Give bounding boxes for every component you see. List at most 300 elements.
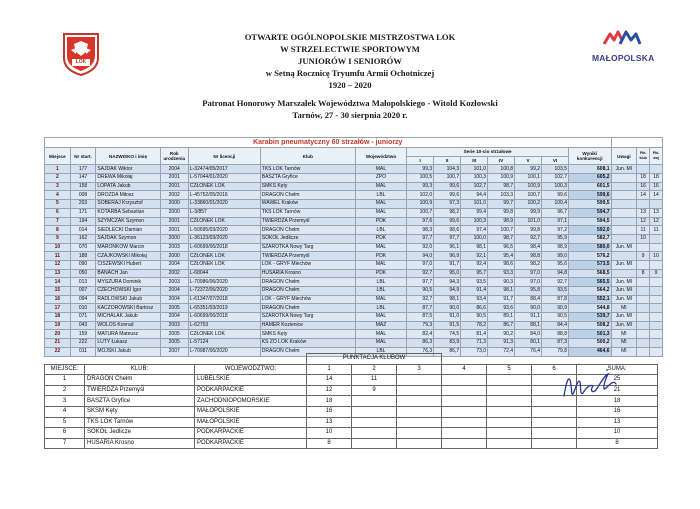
result-row: [45, 330, 663, 339]
cell-seria-1: 99,3: [407, 165, 434, 174]
cell-seria-5: 99,2: [515, 165, 542, 174]
cell-seria-2: 96,9: [434, 252, 461, 261]
cell-nr-start: 014: [70, 226, 96, 235]
cell-wynik: 599,5: [569, 200, 612, 209]
result-row: [45, 200, 663, 209]
club-col-8: 6: [532, 364, 577, 375]
club-cell-3: 18: [307, 396, 352, 407]
club-cell-5: [397, 396, 442, 407]
cell-seria-6: 87,3: [542, 339, 569, 348]
cell-miejsce: 17: [45, 304, 71, 313]
cell-klub: SOKÓŁ Jedlicze: [260, 234, 355, 243]
col-pkt-woj: Pkt. woj: [650, 148, 663, 165]
header-line-1: OTWARTE OGÓLNOPOLSKIE MISTRZOSTWA LOK: [244, 32, 456, 42]
cell-pkt-woj: [650, 321, 663, 330]
cell-seria-1: 82,4: [407, 330, 434, 339]
cell-uwagi: [611, 208, 637, 217]
cell-seria-1: 94,0: [407, 252, 434, 261]
cell-klub: DRAGON Chełm: [260, 347, 355, 356]
club-col-7: 5: [487, 364, 532, 375]
cell-pkt-klub: [637, 339, 650, 348]
cell-nazwisko: SZYMCZAK Szymon: [96, 217, 160, 226]
cell-klub: SMKS Kęty: [260, 182, 355, 191]
cell-seria-5: 101,0: [515, 217, 542, 226]
result-row: [45, 217, 663, 226]
club-cell-9: 18: [577, 396, 658, 407]
result-row: [45, 234, 663, 243]
cell-seria-1: 99,3: [407, 182, 434, 191]
col-wyniki: Wyniki konkurencji: [569, 148, 612, 165]
cell-klub: WAWEL Kraków: [260, 200, 355, 209]
club-cell-1: SOKÓŁ Jedlicze: [85, 428, 195, 439]
cell-seria-5: 98,8: [515, 252, 542, 261]
cell-seria-6: 97,1: [542, 217, 569, 226]
cell-licencja: CZŁONEK LOK: [188, 330, 260, 339]
cell-licencja: L-62703: [188, 321, 260, 330]
club-row: [45, 428, 658, 439]
cell-miejsce: 3: [45, 182, 71, 191]
cell-pkt-woj: 14: [650, 191, 663, 200]
cell-rok: 2004: [160, 287, 188, 296]
club-cell-4: [352, 406, 397, 417]
cell-pkt-klub: 18: [637, 174, 650, 183]
col-seria-5: V: [515, 156, 542, 165]
cell-licencja: CZŁONEK LOK: [188, 260, 260, 269]
cell-wynik: 552,1: [569, 295, 612, 304]
cell-licencja: CZŁONEK LOK: [188, 252, 260, 261]
club-cell-7: [487, 385, 532, 396]
club-cell-8: [532, 417, 577, 428]
cell-woj: MAL: [355, 243, 406, 252]
cell-klub: DRAGON Chełm: [260, 278, 355, 287]
cell-pkt-klub: 11: [637, 226, 650, 235]
cell-seria-4: 99,8: [488, 208, 515, 217]
club-cell-4: [352, 396, 397, 407]
club-cell-0: 6: [45, 428, 85, 439]
cell-seria-3: 86,6: [461, 304, 488, 313]
cell-seria-5: 88,1: [515, 321, 542, 330]
club-cell-0: 5: [45, 417, 85, 428]
cell-wynik: 500,2: [569, 339, 612, 348]
cell-licencja: L-50695/03/2020: [188, 226, 260, 235]
cell-nr-start: 159: [70, 330, 96, 339]
cell-uwagi: [611, 252, 637, 261]
cell-rok: 2003: [160, 278, 188, 287]
result-row: [45, 295, 663, 304]
cell-seria-3: 95,7: [461, 269, 488, 278]
result-row: [45, 287, 663, 296]
cell-nr-start: 011: [70, 347, 96, 356]
cell-nr-start: 050: [70, 269, 96, 278]
cell-rok: 2004: [160, 295, 188, 304]
cell-nr-start: 070: [70, 243, 96, 252]
cell-seria-5: 100,7: [515, 191, 542, 200]
cell-seria-3: 78,2: [461, 321, 488, 330]
cell-seria-1: 97,6: [407, 217, 434, 226]
cell-seria-3: 98,1: [461, 243, 488, 252]
malopolska-logo: [592, 28, 655, 68]
club-cell-1: HUSARIA Krosno: [85, 438, 195, 449]
cell-seria-2: 99,6: [434, 182, 461, 191]
cell-seria-5: 97,0: [515, 278, 542, 287]
col-rok: Rok urodzenia: [160, 148, 188, 165]
cell-nazwisko: LOPATA Jakub: [96, 182, 160, 191]
col-nazwisko: NAZWISKO i imię: [96, 148, 160, 165]
cell-seria-5: 98,4: [515, 243, 542, 252]
cell-seria-4: 100,7: [488, 226, 515, 235]
cell-wynik: 564,2: [569, 287, 612, 296]
col-pkt-klub: Pkt. klub: [637, 148, 650, 165]
cell-pkt-woj: [650, 339, 663, 348]
cell-nazwisko: LUTY Łukasz: [96, 339, 160, 348]
cell-woj: PDK: [355, 217, 406, 226]
cell-rok: 2002: [160, 269, 188, 278]
cell-wynik: 599,6: [569, 191, 612, 200]
club-cell-4: 11: [352, 375, 397, 386]
cell-pkt-klub: 16: [637, 182, 650, 191]
club-col-5: 3: [397, 364, 442, 375]
cell-seria-4: 93,3: [488, 269, 515, 278]
cell-seria-5: 76,4: [515, 347, 542, 356]
cell-pkt-woj: [650, 295, 663, 304]
club-cell-2: PODKARPACKIE: [195, 385, 307, 396]
cell-uwagi: Jun. MI: [611, 260, 637, 269]
club-cell-3: 13: [307, 417, 352, 428]
cell-seria-4: 98,9: [488, 217, 515, 226]
cell-seria-4: 100,8: [488, 165, 515, 174]
cell-seria-3: 91,4: [461, 287, 488, 296]
cell-woj: MAL: [355, 208, 406, 217]
cell-licencja: L-45752/05/2016: [188, 191, 260, 200]
cell-seria-3: 71,3: [461, 339, 488, 348]
cell-licencja: L-57124: [188, 339, 260, 348]
cell-licencja: L-3/857: [188, 208, 260, 217]
header-line-5: 1920 – 2020: [328, 80, 372, 90]
cell-klub: TWIERDZA Przemyśl: [260, 252, 355, 261]
cell-seria-2: 104,3: [434, 165, 461, 174]
cell-miejsce: 2: [45, 174, 71, 183]
cell-seria-5: 95,8: [515, 287, 542, 296]
club-cell-6: [442, 396, 487, 407]
cell-wynik: 594,5: [569, 217, 612, 226]
cell-wynik: 508,2: [569, 321, 612, 330]
cell-woj: MAZ: [355, 321, 406, 330]
club-cell-0: 1: [45, 375, 85, 386]
cell-rok: 2005: [160, 304, 188, 313]
cell-pkt-woj: 18: [650, 174, 663, 183]
cell-woj: ZPO: [355, 174, 406, 183]
cell-seria-4: 93,6: [488, 304, 515, 313]
result-row: [45, 339, 663, 348]
cell-wynik: 594,7: [569, 208, 612, 217]
cell-nazwisko: BANACH Jan: [96, 269, 160, 278]
cell-licencja: CZŁONEK LOK: [188, 182, 260, 191]
club-scoring-title: PUNKTACJA KLUBÓW: [307, 354, 442, 365]
result-row: [45, 182, 663, 191]
cell-seria-2: 99,6: [434, 217, 461, 226]
cell-seria-4: 103,3: [488, 191, 515, 200]
cell-wynik: 464,6: [569, 347, 612, 356]
event-header: [190, 31, 510, 121]
club-cell-6: [442, 406, 487, 417]
cell-pkt-klub: [637, 330, 650, 339]
cell-seria-4: 72,4: [488, 347, 515, 356]
cell-wynik: 592,0: [569, 226, 612, 235]
cell-miejsce: 5: [45, 200, 71, 209]
cell-pkt-klub: [637, 243, 650, 252]
cell-nr-start: 090: [70, 260, 96, 269]
cell-seria-3: 92,1: [461, 252, 488, 261]
cell-wynik: 565,5: [569, 278, 612, 287]
cell-woj: LBL: [355, 191, 406, 200]
cell-klub: LOK - GRYF Miechów: [260, 295, 355, 304]
cell-seria-5: 100,1: [515, 174, 542, 183]
club-cell-0: 2: [45, 385, 85, 396]
malopolska-text: MAŁOPOLSKA: [592, 53, 655, 63]
cell-seria-2: 94,3: [434, 278, 461, 287]
cell-seria-3: 90,5: [461, 313, 488, 322]
cell-seria-1: 102,0: [407, 191, 434, 200]
cell-rok: 2001: [160, 174, 188, 183]
cell-seria-4: 96,5: [488, 243, 515, 252]
club-row: [45, 406, 658, 417]
cell-seria-3: 93,4: [461, 295, 488, 304]
cell-nazwisko: MARONKÓW Marcin: [96, 243, 160, 252]
club-cell-1: DRAGON Chełm: [85, 375, 195, 386]
cell-uwagi: MI: [611, 339, 637, 348]
club-cell-6: [442, 385, 487, 396]
cell-nr-start: 188: [70, 252, 96, 261]
cell-uwagi: [611, 234, 637, 243]
cell-nr-start: 194: [70, 217, 96, 226]
cell-nazwisko: MICHALAK Jakub: [96, 313, 160, 322]
cell-nazwisko: MYSZURA Dominik: [96, 278, 160, 287]
cell-seria-6: 95,9: [542, 234, 569, 243]
cell-seria-6: 97,2: [542, 226, 569, 235]
cell-licencja: L-60699/06/2018: [188, 313, 260, 322]
cell-seria-1: 87,5: [407, 313, 434, 322]
cell-klub: TKS LOK Tarnów: [260, 165, 355, 174]
club-cell-5: [397, 385, 442, 396]
club-cell-5: [397, 406, 442, 417]
cell-nr-start: 071: [70, 313, 96, 322]
cell-seria-2: 91,7: [434, 260, 461, 269]
col-uwagi: Uwagi: [611, 148, 637, 165]
cell-licencja: L-36123/03/2020: [188, 234, 260, 243]
cell-pkt-klub: 12: [637, 217, 650, 226]
cell-seria-4: 98,6: [488, 260, 515, 269]
club-cell-9: 13: [577, 417, 658, 428]
cell-nazwisko: RADLOWSKI Jakub: [96, 295, 160, 304]
cell-klub: LOK - GRYF Miechów: [260, 260, 355, 269]
col-klub: Klub: [260, 148, 355, 165]
cell-klub: DRAGON Chełm: [260, 304, 355, 313]
cell-miejsce: 9: [45, 234, 71, 243]
club-cell-8: [532, 428, 577, 439]
cell-seria-4: 100,9: [488, 174, 515, 183]
cell-nazwisko: MOJSKI Jakub: [96, 347, 160, 356]
result-row: [45, 278, 663, 287]
cell-wynik: 601,5: [569, 182, 612, 191]
club-row: [45, 438, 658, 449]
cell-licencja: L-72372/06/2020: [188, 287, 260, 296]
cell-rok: 2004: [160, 165, 188, 174]
cell-seria-2: 98,2: [434, 208, 461, 217]
cell-seria-5: 99,8: [515, 226, 542, 235]
cell-nr-start: 222: [70, 339, 96, 348]
cell-woj: MAL: [355, 200, 406, 209]
cell-nr-start: 043: [70, 321, 96, 330]
cell-pkt-klub: [637, 287, 650, 296]
cell-nr-start: 010: [70, 304, 96, 313]
result-row: [45, 165, 663, 174]
club-cell-5: [397, 438, 442, 449]
cell-pkt-klub: 13: [637, 208, 650, 217]
result-row: [45, 260, 663, 269]
cell-pkt-klub: [637, 165, 650, 174]
result-row: [45, 321, 663, 330]
cell-seria-2: 74,5: [434, 330, 461, 339]
cell-wynik: 539,7: [569, 313, 612, 322]
cell-seria-6: 79,8: [542, 347, 569, 356]
cell-seria-1: 100,9: [407, 200, 434, 209]
cell-nazwisko: DROZDA Miłosz: [96, 191, 160, 200]
cell-miejsce: 6: [45, 208, 71, 217]
cell-uwagi: MI: [611, 330, 637, 339]
club-cell-3: 12: [307, 385, 352, 396]
cell-seria-3: 101,0: [461, 165, 488, 174]
club-cell-3: 10: [307, 428, 352, 439]
cell-pkt-woj: [650, 304, 663, 313]
cell-pkt-woj: [650, 243, 663, 252]
club-cell-2: MAŁOPOLSKIE: [195, 406, 307, 417]
cell-wynik: 580,0: [569, 243, 612, 252]
cell-rok: 2001: [160, 226, 188, 235]
cell-seria-5: 100,2: [515, 200, 542, 209]
cell-seria-4: 90,2: [488, 330, 515, 339]
cell-seria-4: 98,1: [488, 287, 515, 296]
cell-pkt-woj: 12: [650, 217, 663, 226]
club-cell-7: [487, 428, 532, 439]
result-row: [45, 174, 663, 183]
cell-seria-3: 97,4: [461, 226, 488, 235]
cell-wynik: 576,2: [569, 252, 612, 261]
cell-pkt-klub: [637, 304, 650, 313]
cell-klub: TKS LOK Tarnów: [260, 208, 355, 217]
col-miejsce: Miejsce: [45, 148, 71, 165]
cell-licencja: L-70987/06/2020: [188, 347, 260, 356]
col-licencja: Nr licencji: [188, 148, 260, 165]
cell-pkt-woj: [650, 260, 663, 269]
club-col-4: 2: [352, 364, 397, 375]
cell-seria-6: 100,3: [542, 182, 569, 191]
cell-seria-1: 97,7: [407, 234, 434, 243]
header-line-6: Patronat Honorowy Marszałek Województwa Małopolskiego - Witold Kozłowski: [202, 98, 498, 108]
club-col-9: SUMA:: [577, 364, 658, 375]
cell-uwagi: MI: [611, 304, 637, 313]
cell-nazwisko: CZECHOWSKI Igor: [96, 287, 160, 296]
header-line-3: JUNIORÓW I SENIORÓW: [298, 56, 402, 66]
cell-seria-3: 100,3: [461, 217, 488, 226]
club-col-0: MIEJSCE:: [45, 364, 85, 375]
cell-seria-2: 97,7: [434, 234, 461, 243]
cell-woj: LBL: [355, 304, 406, 313]
cell-woj: LBL: [355, 226, 406, 235]
cell-pkt-woj: [650, 278, 663, 287]
cell-pkt-klub: [637, 260, 650, 269]
cell-miejsce: 13: [45, 269, 71, 278]
cell-seria-2: 100,7: [434, 174, 461, 183]
cell-pkt-woj: 11: [650, 226, 663, 235]
cell-seria-6: 96,7: [542, 208, 569, 217]
cell-woj: MAL: [355, 330, 406, 339]
club-cell-1: BASZTA Gryfice: [85, 396, 195, 407]
cell-woj: PDK: [355, 269, 406, 278]
cell-miejsce: 10: [45, 243, 71, 252]
result-row: [45, 208, 663, 217]
cell-seria-2: 97,3: [434, 200, 461, 209]
cell-seria-6: 98,9: [542, 243, 569, 252]
club-cell-9: 21: [577, 385, 658, 396]
club-cell-1: TWIERDZA Przemyśl: [85, 385, 195, 396]
cell-seria-4: 99,7: [488, 200, 515, 209]
cell-seria-3: 94,4: [461, 191, 488, 200]
col-seria-6: VI: [542, 156, 569, 165]
cell-miejsce: 4: [45, 191, 71, 200]
cell-seria-1: 79,3: [407, 321, 434, 330]
cell-uwagi: Jun. MI: [611, 278, 637, 287]
club-cell-9: 25: [577, 375, 658, 386]
cell-seria-4: 98,7: [488, 182, 515, 191]
judge-signature: [560, 366, 620, 406]
cell-seria-2: 98,1: [434, 295, 461, 304]
cell-nr-start: 203: [70, 200, 96, 209]
cell-seria-6: 93,5: [542, 287, 569, 296]
cell-klub: DRAGON Chełm: [260, 287, 355, 296]
cell-seria-2: 99,6: [434, 191, 461, 200]
cell-nr-start: 008: [70, 191, 96, 200]
col-woj: Województwo: [355, 148, 406, 165]
cell-seria-6: 90,9: [542, 304, 569, 313]
club-cell-0: 7: [45, 438, 85, 449]
cell-seria-5: 84,0: [515, 330, 542, 339]
cell-seria-4: 91,3: [488, 339, 515, 348]
club-cell-4: [352, 438, 397, 449]
cell-seria-4: 91,7: [488, 295, 515, 304]
cell-seria-2: 91,5: [434, 321, 461, 330]
results-title: Karabin pneumatyczny 60 strzałów - juniorzy: [45, 138, 612, 148]
cell-pkt-klub: [637, 278, 650, 287]
cell-rok: 2003: [160, 243, 188, 252]
cell-seria-4: 86,7: [488, 321, 515, 330]
club-cell-7: [487, 406, 532, 417]
cell-rok: 2000: [160, 252, 188, 261]
cell-seria-4: 89,1: [488, 313, 515, 322]
cell-seria-1: 92,7: [407, 269, 434, 278]
cell-seria-1: 97,7: [407, 278, 434, 287]
header-line-4: w Setną Rocznicę Tryumfu Armii Ochotniczej: [265, 68, 435, 78]
club-cell-5: [397, 375, 442, 386]
cell-seria-5: 99,9: [515, 208, 542, 217]
cell-woj: MAL: [355, 295, 406, 304]
result-row: [45, 304, 663, 313]
cell-wynik: 582,7: [569, 234, 612, 243]
cell-seria-5: 100,9: [515, 182, 542, 191]
cell-nazwisko: DREWA Mikołaj: [96, 174, 160, 183]
malopolska-mountains-icon: [602, 28, 642, 46]
cell-uwagi: [611, 174, 637, 183]
cell-uwagi: [611, 182, 637, 191]
